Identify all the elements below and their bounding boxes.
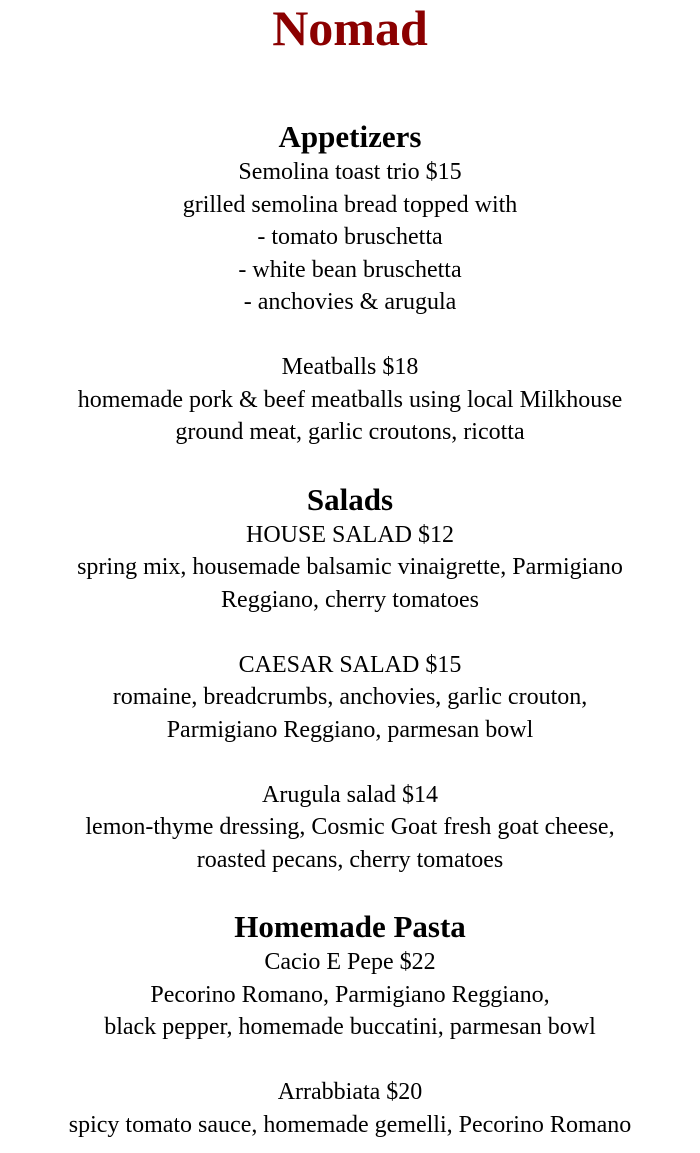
section-heading: Appetizers [278, 119, 422, 154]
menu-section [0, 481, 700, 877]
item-name-price: Meatballs $18 [281, 354, 419, 380]
item-description: grilled semolina bread topped with [182, 191, 518, 218]
item-description: romaine, breadcrumbs, anchovies, garlic crouton, [112, 684, 588, 710]
item-description: roasted pecans, cherry tomatoes [196, 846, 504, 873]
item-name-price: Cacio E Pepe $22 [264, 949, 436, 975]
item-description: - white bean bruschetta [238, 256, 462, 283]
menu-item [0, 649, 700, 747]
item-description: - tomato bruschetta [257, 224, 443, 250]
item-description: Pecorino Romano, Parmigiano Reggiano, [150, 981, 550, 1008]
item-description: homemade pork & beef meatballs using local Milkhouse [77, 386, 623, 413]
menu-item [0, 779, 700, 877]
item-name-price: Arrabbiata $20 [277, 1079, 423, 1105]
section-heading: Homemade Pasta [234, 909, 466, 944]
item-name-price: HOUSE SALAD $12 [245, 521, 454, 548]
menu-section [0, 908, 700, 1141]
menu-item [0, 1076, 700, 1141]
menu [0, 118, 700, 1141]
restaurant-title: Nomad [272, 0, 428, 56]
item-name-price: CAESAR SALAD $15 [238, 651, 462, 678]
item-name-price: Arugula salad $14 [262, 781, 438, 808]
item-name-price: Semolina toast trio $15 [238, 159, 462, 185]
menu-item [0, 156, 700, 319]
item-description: spicy tomato sauce, homemade gemelli, Pecorino Romano [68, 1111, 632, 1138]
item-description: spring mix, housemade balsamic vinaigrette, Parmigiano [77, 554, 623, 580]
menu-item [0, 946, 700, 1044]
section-heading: Salads [306, 481, 394, 517]
menu-section [0, 118, 700, 449]
item-description: lemon-thyme dressing, Cosmic Goat fresh goat cheese, [85, 814, 615, 840]
item-description: Parmigiano Reggiano, parmesan bowl [166, 716, 534, 743]
item-description: ground meat, garlic croutons, ricotta [175, 419, 525, 445]
menu-item [0, 519, 700, 617]
menu-item [0, 351, 700, 449]
item-description: black pepper, homemade buccatini, parmesan bowl [104, 1014, 596, 1040]
item-description: - anchovies & arugula [243, 289, 457, 315]
item-description: Reggiano, cherry tomatoes [221, 586, 479, 613]
